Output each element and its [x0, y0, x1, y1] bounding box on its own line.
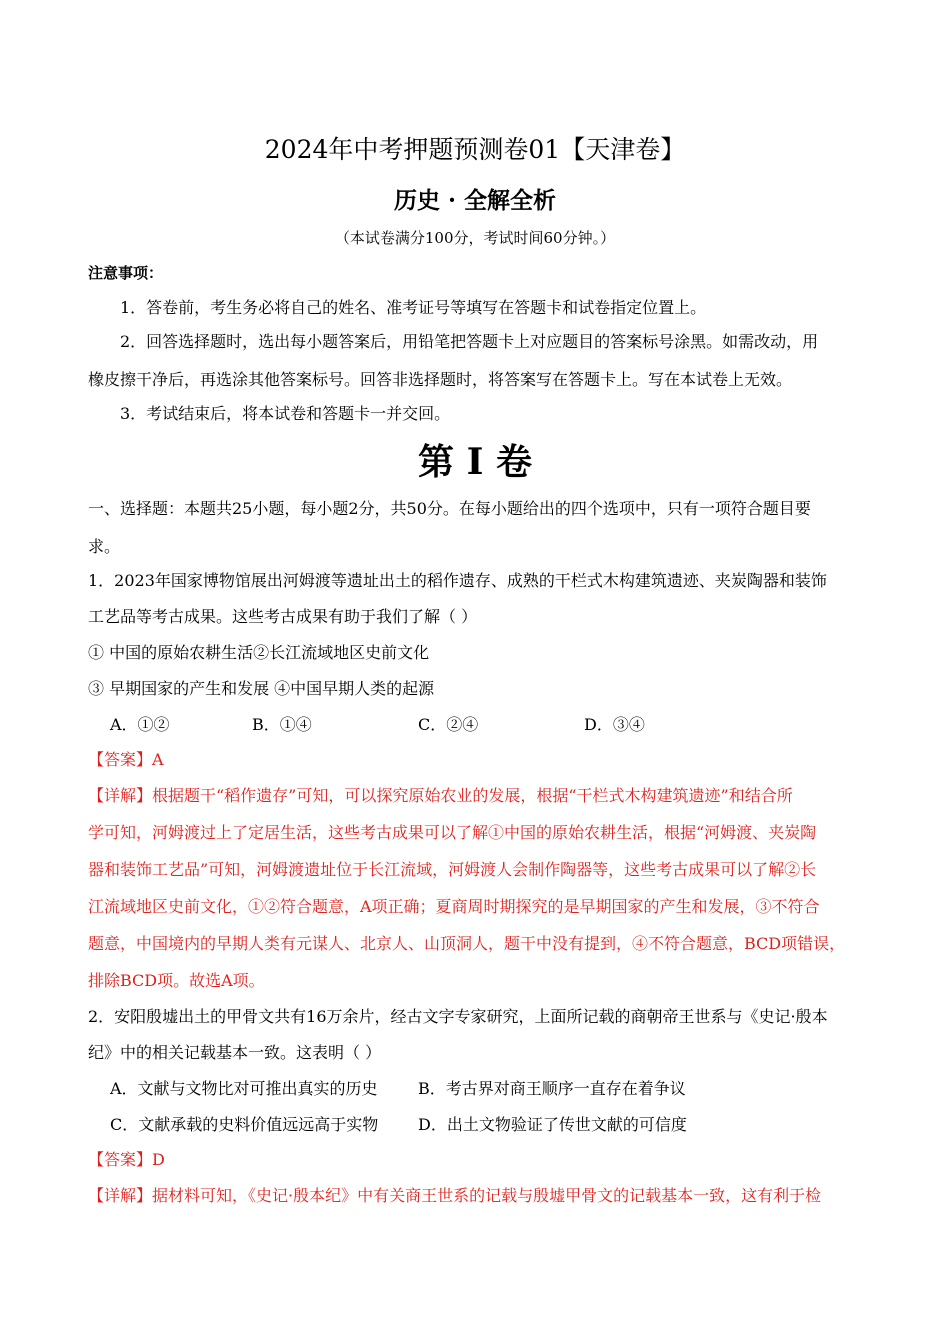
q1-explanation-line-6: 排除BCD项。故选A项。	[88, 971, 265, 990]
q1-option-c: C．②④	[418, 715, 479, 734]
q1-explanation-line-4: 江流域地区史前文化，①②符合题意，A项正确；夏商周时期探究的是早期国家的产生和发展，③不符合	[88, 897, 820, 916]
q1-item-line-2: ③ 早期国家的产生和发展 ④中国早期人类的起源	[88, 679, 435, 698]
notice-heading: 注意事项：	[88, 264, 164, 282]
q1-explanation-line-2: 学可知，河姆渡过上了定居生活，这些考古成果可以了解①中国的原始农耕生活，根据“河姆渡、夹炭陶	[88, 823, 817, 842]
q1-explanation-line-3: 器和装饰工艺品”可知，河姆渡遗址位于长江流域，河姆渡人会制作陶器等，这些考古成果可以了解②长	[88, 860, 817, 879]
section-instructions-line-1: 一、选择题：本题共25小题，每小题2分，共50分。在每小题给出的四个选项中，只有一项符合题目要	[88, 499, 811, 518]
q2-option-c: C．文献承载的史料价值远远高于实物	[110, 1115, 379, 1134]
q2-stem-line-2: 纪》中的相关记载基本一致。这表明（ ）	[88, 1043, 382, 1062]
page-title: 2024年中考押题预测卷01【天津卷】	[264, 135, 686, 164]
q1-explanation-line-1: 【详解】根据题干“稻作遗存”可知，可以探究原始农业的发展，根据“干栏式木构建筑遗迹”和结合所	[88, 786, 793, 805]
q2-option-b: B．考古界对商王顺序一直存在着争议	[418, 1079, 686, 1098]
notice-item-1: 1．答卷前，考生务必将自己的姓名、准考证号等填写在答题卡和试卷指定位置上。	[120, 298, 707, 317]
q1-option-d: D．③④	[584, 715, 645, 734]
q1-stem-line-1: 1．2023年国家博物馆展出河姆渡等遗址出土的稻作遗存、成熟的干栏式木构建筑遗迹、夹炭陶器和装饰	[88, 571, 827, 590]
q2-explanation-line-1: 【详解】据材料可知，《史记·殷本纪》中有关商王世系的记载与殷墟甲骨文的记载基本一致，这有利于检	[88, 1186, 822, 1205]
q1-option-b: B．①④	[252, 715, 312, 734]
volume-heading: 第 I 卷	[418, 441, 532, 483]
page-subtitle: 历史 · 全解全析	[393, 187, 557, 214]
q2-option-d: D．出土文物验证了传世文献的可信度	[418, 1115, 687, 1134]
section-instructions-line-2: 求。	[88, 537, 121, 556]
q2-stem-line-1: 2．安阳殷墟出土的甲骨文共有16万余片，经古文字专家研究，上面所记载的商朝帝王世系与《史记·殷本	[88, 1007, 828, 1026]
q1-explanation-line-5: 题意，中国境内的早期人类有元谋人、北京人、山顶洞人，题干中没有提到，④不符合题意，BCD项错误，	[88, 934, 846, 953]
q1-answer: 【答案】A	[88, 750, 164, 769]
q1-option-a: A．①②	[110, 715, 170, 734]
q2-option-a: A．文献与文物比对可推出真实的历史	[110, 1079, 378, 1098]
q1-item-line-1: ① 中国的原始农耕生活②长江流域地区史前文化	[88, 643, 430, 662]
notice-item-2-line-1: 2．回答选择题时，选出每小题答案后，用铅笔把答题卡上对应题目的答案标号涂黑。如需改动，用	[120, 332, 819, 351]
q1-stem-line-2: 工艺品等考古成果。这些考古成果有助于我们了解（ ）	[88, 607, 478, 626]
notice-item-2-line-2: 橡皮擦干净后，再选涂其他答案标号。回答非选择题时，将答案写在答题卡上。写在本试卷上无效。	[88, 370, 793, 389]
score-note: （本试卷满分100分，考试时间60分钟。）	[334, 229, 616, 247]
notice-item-3: 3．考试结束后，将本试卷和答题卡一并交回。	[120, 404, 451, 423]
q2-answer: 【答案】D	[88, 1150, 165, 1169]
